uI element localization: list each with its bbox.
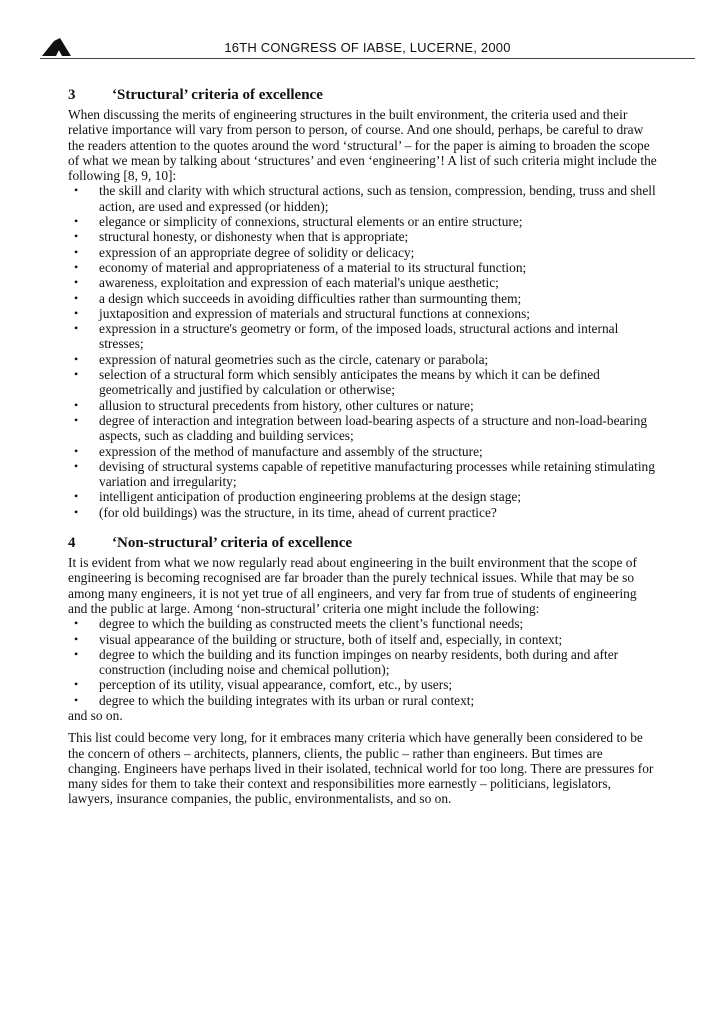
list-item [68,677,658,692]
section-4-heading [68,534,658,552]
bullet-icon: • [74,183,79,198]
section-4-closing-paragraph: This list could become very long, for it embraces many criteria which have generally been considered to be the concern of others – architects, planners, clients, the public – rather than engineers. But times are changing. Engineers have perhaps lived in their isolated, technical world for too long. There are pressures for many sides for them to take their context and responsibilities more earnestly – politicians, legislators, lawyers, insurance companies, the public, environmentalists, and so on. [68,730,654,807]
bullet-icon: • [74,646,79,661]
list-item-text: degree to which the building as constructed meets the client’s functional needs; [99,616,524,632]
list-item [68,352,658,367]
bullet-icon: • [74,229,79,244]
bullet-icon: • [74,692,79,707]
section-4-intro: It is evident from what we now regularly read about engineering in the built environment that the scope of engineering is becoming recognised are far broader than the purely technical issues. While that may be so among many engineers, it is not yet true of all engineers, and very far from true of students of engineering and the public at large. Among ‘non-structural’ criteria one might include the following: [68,555,637,616]
list-item-text: economy of material and appropriateness of a material to its structural function; [99,259,527,275]
section-3-heading [68,86,658,104]
bullet-icon: • [74,367,79,382]
list-item-text: structural honesty, or dishonesty when that is appropriate; [99,229,409,245]
bullet-icon: • [74,504,79,519]
header-title: 16TH CONGRESS OF IABSE, LUCERNE, 2000 [224,40,511,55]
bullet-icon: • [74,397,79,412]
list-item-text: degree to which the building integrates with its urban or rural context; [99,692,475,708]
section-3-criteria-list [68,183,658,520]
list-item-text: degree of interaction and integration between load-bearing aspects of a structure and non-load-bearing aspects, such as cladding and building services; [99,412,648,444]
bullet-icon: • [74,305,79,320]
bullet-icon: • [74,259,79,274]
list-item [68,321,658,352]
list-item-text: devising of structural systems capable of repetitive manufacturing processes while retaining stimulating variation and irregularity; [99,458,655,490]
bullet-icon: • [74,616,79,631]
bullet-icon: • [74,275,79,290]
list-item-text: perception of its utility, visual appearance, comfort, etc., by users; [99,677,453,693]
list-item-text: expression of the method of manufacture and assembly of the structure; [99,443,483,459]
page-header [40,38,695,59]
list-item-text: the skill and clarity with which structural actions, such as tension, compression, bending, truss and shell action, are used and expressed (or hidden); [99,183,656,214]
list-item [68,459,658,490]
section-4-title: ‘Non-structural’ criteria of excellence [112,535,353,552]
bullet-icon: • [74,631,79,646]
list-item-text: (for old buildings) was the structure, in its time, ahead of current practice? [99,504,497,520]
list-item-text: visual appearance of the building or structure, both of itself and, especially, in context; [99,631,563,647]
bullet-icon: • [74,412,79,427]
list-item [68,183,658,214]
section-4-criteria-list [68,616,658,708]
bullet-icon: • [74,677,79,692]
list-item-text: degree to which the building and its function impinges on nearby residents, both during and after construction (including noise and chemical pollution); [99,646,619,678]
bullet-icon: • [74,458,79,473]
list-item-text: juxtaposition and expression of materials and structural functions at connexions; [99,305,531,321]
list-item [68,505,658,520]
list-item [68,489,658,504]
page-content [68,86,658,807]
list-item [68,260,658,275]
section-4-number: 4 [68,535,76,552]
list-item [68,291,658,306]
section-3-title: ‘Structural’ criteria of excellence [112,87,323,103]
list-item [68,616,658,631]
list-item-text: a design which succeeds in avoiding difficulties rather than surmounting them; [99,290,522,306]
list-item [68,245,658,260]
bullet-icon: • [74,443,79,458]
list-item-text: expression of an appropriate degree of solidity or delicacy; [99,244,415,260]
bullet-icon: • [74,290,79,305]
list-item [68,367,658,398]
list-item [68,306,658,321]
list-item [68,398,658,413]
list-item-text: elegance or simplicity of connexions, structural elements or an entire structure; [99,214,523,230]
list-item [68,413,658,444]
section-3-intro: When discussing the merits of engineering structures in the built environment, the criteria used and their relative importance will vary from person to person, of course. And one should, perhaps, be careful to draw the readers attention to the quotes around the word ‘structural’ – for the paper is aiming to broaden the scope of what we mean by talking about ‘structures’ and even ‘engineering’! A list of such criteria might include the following [8, 9, 10]: [68,107,657,184]
bullet-icon: • [74,489,79,504]
list-item-text: intelligent anticipation of production engineering problems at the design stage; [99,489,522,505]
list-item [68,632,658,647]
list-item-text: awareness, exploitation and expression of each material's unique aesthetic; [99,275,499,291]
bullet-icon: • [74,214,79,229]
bullet-icon: • [74,321,79,336]
list-item-text: expression in a structure's geometry or form, of the imposed loads, structural actions and internal stresses; [99,321,619,352]
list-item-text: expression of natural geometries such as the circle, catenary or parabola; [99,351,489,367]
section-3-number: 3 [68,87,76,103]
list-item-text: selection of a structural form which sensibly anticipates the means by which it can be defined geometrically and justified by calculation or otherwise; [99,367,600,398]
bullet-icon: • [74,351,79,366]
list-item [68,275,658,290]
bullet-icon: • [74,244,79,259]
list-item [68,693,658,708]
section-4-after-list: and so on. [68,707,123,723]
list-item-text: allusion to structural precedents from history, other cultures or nature; [99,397,474,413]
list-item [68,214,658,229]
list-item [68,229,658,244]
list-item [68,647,658,678]
list-item [68,444,658,459]
